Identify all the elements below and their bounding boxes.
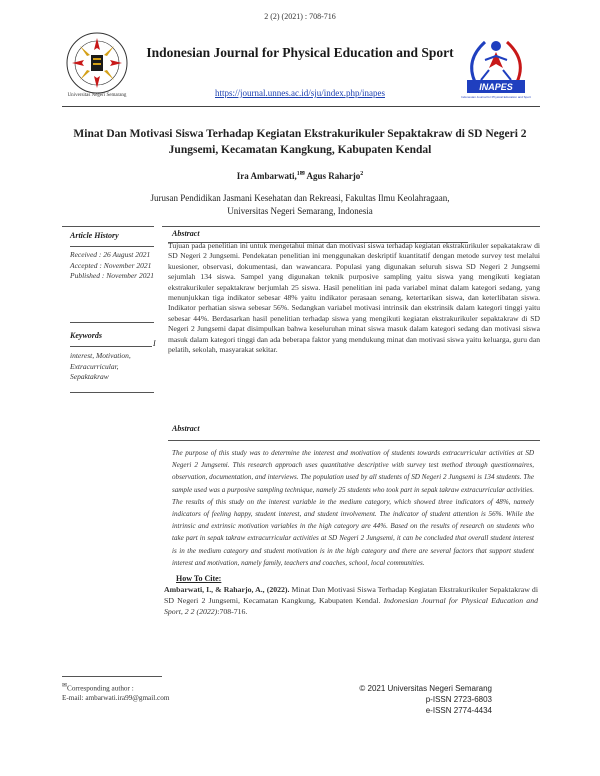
keywords-marker: I <box>153 339 156 348</box>
affiliation <box>90 192 510 218</box>
corresponding-author <box>62 682 169 703</box>
eissn: e-ISSN 2774-4434 <box>425 706 492 715</box>
inapes-logo-subtext: Indonesian Journal for Physical Education and Sport <box>461 95 531 99</box>
author-name: Agus Raharjo <box>306 171 361 181</box>
keywords-list: interest, Motivation, Extracurricular, Sepaktakraw <box>70 351 131 381</box>
abstract-id-heading: Abstract <box>172 229 200 238</box>
inapes-logo-text: INAPES <box>479 82 513 92</box>
article-history-heading: Article History <box>70 231 119 240</box>
affiliation-line: Universitas Negeri Semarang, Indonesia <box>227 206 373 216</box>
sidebar-top-rule <box>62 226 154 227</box>
author-affil-mark: 2 <box>360 171 364 177</box>
publisher-info <box>330 683 492 716</box>
citation-body: Minat Dan Motivasi Siswa Terhadap Kegiatan Ekstrakurikuler Sepaktakraw di SD Negeri 2 Jungsemi, Kecamatan Kangkung, Kabupaten Kendal. <box>164 585 538 605</box>
abstract-id-text: Tujuan pada penelitian ini untuk mengetahui minat dan motivasi siswa terhadap kegiatan ekstrakurikuler sepakatakraw di SD Negeri 2 Jungsemi. Pendekatan penelitian ini menggunakan deskriptif kuantitatif dengan metode survey test melalui kuesioner, observasi, dokumentasi, dan wawancara. Populasi yang digunakan seluruh siswa SD Negeri 2 Jungsemi sejumlah 134 siswa. Sampel yang digunakan teknik purposive sampling yaitu siswa yang mengikuti kegiatan ekstrakurikuler sepaktakraw berjumlah 25 siswa. Hasil penelitian ini pada variabel minat dalam kategori sedang, yang menunjukkan tiga indikator sebesar 48% yaitu indikator perasaan senang, ketertarikan siswa, dan keterlibatan siswa. Indikator perhatian siswa sebesar 56%. Sedangkan variabel motivasi intrinsik dan ekstrinsik dalam kategori tinggi yaitu sebesar 44%. Berdasarkan hasil penelitian terhadap siswa yang mengikuti kegiatan ekstrakurikuler sepaktakraw di SD Negeri 2 Jungsemi dapat disimpulkan bahwa keseluruhan minat siswa masuk dalam kategori sedang dan motivasi siswa masuk dalam kategori tinggi dan ada beberapa faktor yang mendukung minat dan motivasi siswa yaitu keluarga, guru dan pelatih, sekolah, masyarakat sekitar. <box>168 241 540 355</box>
citation-pages: :708-716. <box>217 606 248 616</box>
university-logo-text: Universitas Negeri Semarang <box>67 93 127 98</box>
sidebar-rule <box>70 346 152 347</box>
sidebar-rule <box>70 392 154 393</box>
citation-authors: Ambarwati, I., & Raharjo, A., (2022). <box>164 585 290 594</box>
corresponding-label: Corresponding author : <box>67 684 134 693</box>
article-history <box>70 250 156 282</box>
citation-journal: Indonesian Journal for Physical Education and Sport, 2 2 (2022) <box>164 595 538 616</box>
abstract-en-heading: Abstract <box>172 424 200 433</box>
sidebar-rule <box>70 246 154 247</box>
journal-url-link[interactable]: https://journal.unnes.ac.id/sju/index.php/inapes <box>215 88 385 98</box>
received-date: Received : 26 August 2021 <box>70 250 151 259</box>
abstract-rule <box>168 440 540 441</box>
footnote-rule <box>62 676 162 677</box>
article-title: Minat Dan Motivasi Siswa Terhadap Kegiatan Ekstrakurikuler Sepaktakraw di SD Negeri 2 Jungsemi, Kecamatan Kangkung, Kabupaten Kendal <box>73 128 527 156</box>
keywords-heading: Keywords <box>70 331 102 340</box>
volume-info: 2 (2) (2021) : 708-716 <box>264 12 336 21</box>
inapes-logo <box>455 30 537 100</box>
author-name: Ira Ambarwati, <box>236 171 297 181</box>
how-to-cite-heading: How To Cite: <box>176 574 222 583</box>
journal-title: Indonesian Journal for Physical Education and Sport <box>146 45 454 60</box>
author-affil-mark: 1✉ <box>296 171 305 177</box>
pissn: p-ISSN 2723-6803 <box>425 695 492 704</box>
header-rule <box>62 106 540 107</box>
published-date: Published : November 2021 <box>70 271 154 280</box>
citation-text <box>164 585 538 617</box>
accepted-date: Accepted : November 2021 <box>70 260 152 270</box>
corresponding-mark: ✉ <box>62 683 68 689</box>
abstract-top-rule <box>162 226 540 227</box>
affiliation-line: Jurusan Pendidikan Jasmani Kesehatan dan Rekreasi, Fakultas Ilmu Keolahragaan, <box>150 193 450 203</box>
abstract-en-text: The purpose of this study was to determine the interest and motivation of students towards extracurricular activities at SD Negeri 2 Jungsemi. This research approach uses quantitative descriptive with survey test method through questionnaires, observation, documentation, and interviews. The population used by all students of SD Negeri 2 Jungsemi is 134 students. The sample used was a purposive sampling technique, namely 25 students who took part in sepak takraw extracurricular activities. The results of this study on the interest variable in the medium category, which showed three indicators of 48%, namely indicators of feeling happy, student interest, and student involvement. The indicator of student attention is 56%. While the intrinsic and extrinsic motivation variables in the high category are 44%. Based on the results of research on students who take part in sepak takraw extracurricular activities at SD Negeri 2 Jungsemi, it can be concluded that overall student interest is in the medium category and student motivation is in the high category and there are several factors that support student interest and motivation, namely family, teachers and coaches, school, local communities. <box>172 449 534 567</box>
author-email: E-mail: ambarwati.ira99@gmail.com <box>62 693 170 702</box>
copyright-line: © 2021 Universitas Negeri Semarang <box>359 684 492 693</box>
sidebar-rule <box>70 322 154 323</box>
author-list <box>70 170 530 181</box>
